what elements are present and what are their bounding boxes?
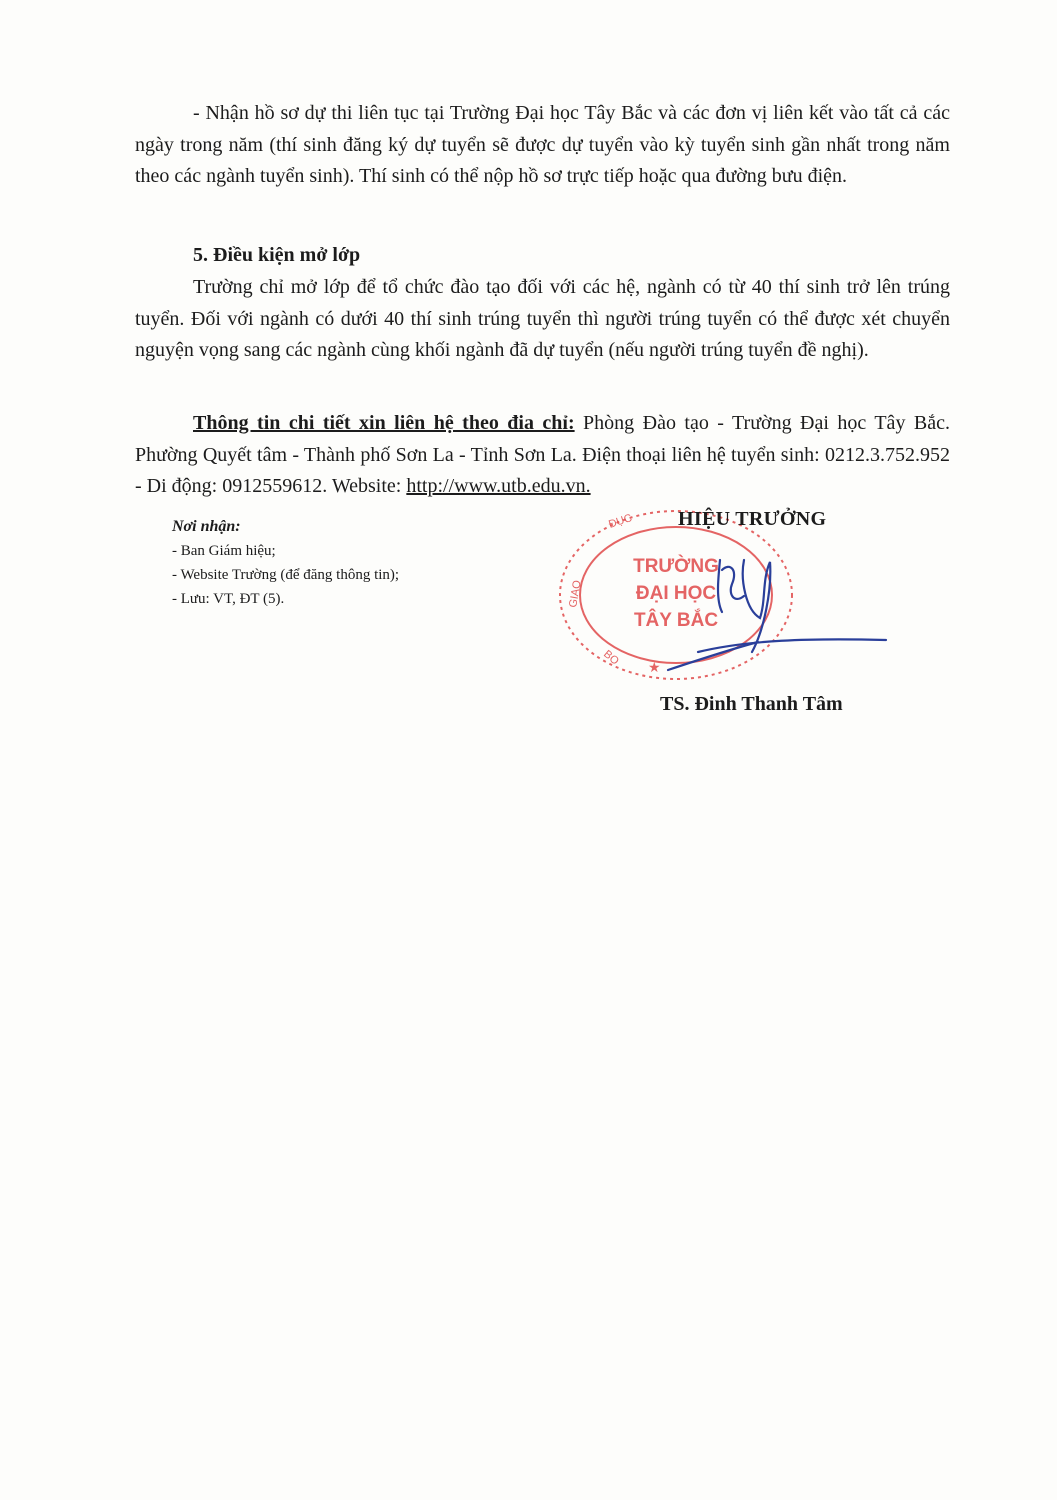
seal-ring-text: ĐỤC <box>607 512 634 531</box>
recipients-block <box>172 515 399 611</box>
signatory-title: HIỆU TRƯỞNG <box>678 508 827 530</box>
contact-label: Thông tin chi tiết xin liên hệ theo đia chỉ: <box>193 412 575 434</box>
seal-ring-text-bottom: BO <box>601 648 621 668</box>
recipients-label: Nơi nhận: <box>172 518 241 535</box>
paragraph-contact-info <box>135 408 950 503</box>
seal-text-line1: TRƯỜNG <box>633 556 719 577</box>
paragraph-application-submission: - Nhận hồ sơ dự thi liên tục tại Trường Đại học Tây Bắc và các đơn vị liên kết vào tất cả các ngày trong năm (thí sinh đăng ký dự tuyển sẽ được dự tuyển vào kỳ tuyển sinh gần nhất trong năm theo các ngành tuyển sinh). Thí sinh có thể nộp hồ sơ trực tiếp hoặc qua đường bưu điện. <box>135 102 950 187</box>
seal-star-icon: ★ <box>648 659 661 675</box>
section-heading-class-opening: 5. Điều kiện mở lớp <box>193 244 361 266</box>
contact-text: Phòng Đào tạo - Trường Đại học Tây Bắc. Phường Quyết tâm - Thành phố Sơn La - Tỉnh Sơn La. Điện thoại liên hệ tuyển sinh: 0212.3.752.952 - Di động: 0912559612. Website: <box>135 412 950 497</box>
recipient-item: - Website Trường (để đăng thông tin); <box>172 567 400 583</box>
seal-ring-text-left: GIAO <box>567 579 584 609</box>
website-link[interactable]: http://www.utb.edu.vn. <box>406 475 591 497</box>
recipient-item: - Lưu: VT, ĐT (5). <box>172 591 285 607</box>
seal-text-line3: TÂY BẮC <box>633 610 719 631</box>
seal-text-line2: ĐẠI HỌC <box>635 583 717 604</box>
recipient-item: - Ban Giám hiệu; <box>172 543 276 559</box>
paragraph-class-opening-conditions: Trường chỉ mở lớp để tổ chức đào tạo đối với các hệ, ngành có từ 40 thí sinh trở lên trúng tuyển. Đối với ngành có dưới 40 thí sinh trúng tuyển thì người trúng tuyển có thể được xét chuyển nguyện vọng sang các ngành cùng khối ngành đã dự tuyển (nếu người trúng tuyển đề nghị). <box>135 276 950 361</box>
signatory-name: TS. Đinh Thanh Tâm <box>660 693 843 715</box>
